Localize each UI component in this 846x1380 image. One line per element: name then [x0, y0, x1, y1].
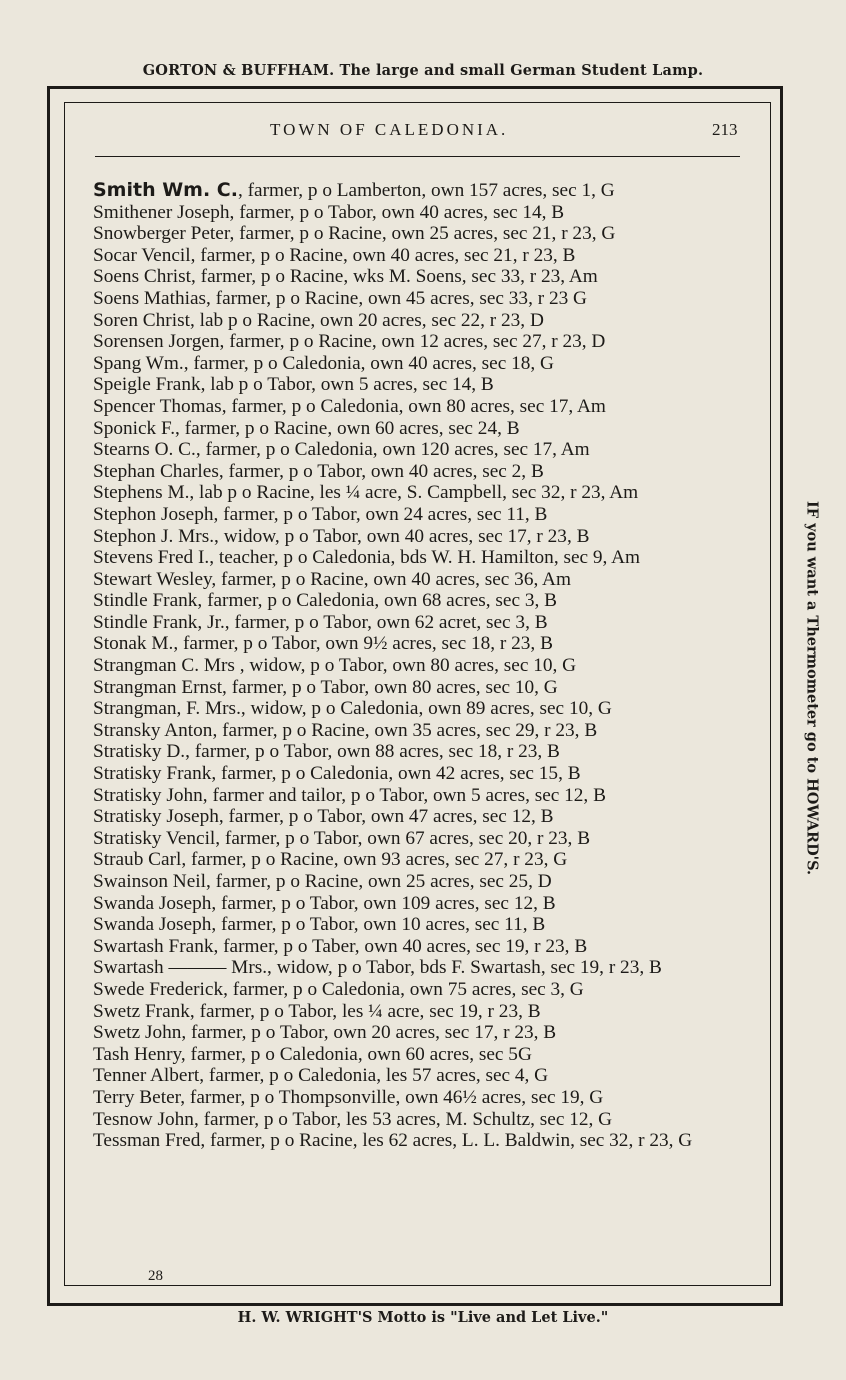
directory-entry: Swartash Frank, farmer, p o Taber, own 40 acres, sec 19, r 23, B — [93, 935, 588, 957]
top-advertisement: GORTON & BUFFHAM. The large and small German Student Lamp. — [142, 62, 704, 79]
directory-entry: Stindle Frank, Jr., farmer, p o Tabor, own 62 acret, sec 3, B — [93, 611, 548, 633]
directory-entry: Terry Beter, farmer, p o Thompsonville, own 46½ acres, sec 19, G — [93, 1086, 604, 1108]
header-divider — [95, 156, 740, 157]
directory-entry: Stratisky Frank, farmer, p o Caledonia, own 42 acres, sec 15, B — [93, 763, 581, 785]
directory-entry: Strangman C. Mrs , widow, p o Tabor, own 80 acres, sec 10, G — [93, 655, 577, 677]
directory-entry: Snowberger Peter, farmer, p o Racine, own 25 acres, sec 21, r 23, G — [93, 223, 616, 245]
directory-entry: Tash Henry, farmer, p o Caledonia, own 60 acres, sec 5G — [93, 1043, 532, 1065]
directory-entry: Stevens Fred I., teacher, p o Caledonia, bds W. H. Hamilton, sec 9, Am — [93, 547, 641, 569]
directory-entry: Swanda Joseph, farmer, p o Tabor, own 10 acres, sec 11, B — [93, 914, 546, 936]
directory-entry: Speigle Frank, lab p o Tabor, own 5 acres, sec 14, B — [93, 374, 494, 396]
directory-entry: Swetz Frank, farmer, p o Tabor, les ¼ acre, sec 19, r 23, B — [93, 1000, 541, 1022]
signature-mark: 28 — [148, 1268, 163, 1284]
directory-entry: Stearns O. C., farmer, p o Caledonia, own 120 acres, sec 17, Am — [93, 439, 590, 461]
directory-entry: Swartash ——— Mrs., widow, p o Tabor, bds F. Swartash, sec 19, r 23, B — [93, 957, 662, 979]
directory-entry: Stratisky Vencil, farmer, p o Tabor, own 67 acres, sec 20, r 23, B — [93, 827, 591, 849]
entry-lead-text: , farmer, p o Lamberton, own 157 acres, sec 1, G — [237, 180, 615, 201]
directory-entry: Stonak M., farmer, p o Tabor, own 9½ acres, sec 18, r 23, B — [93, 633, 553, 655]
directory-entry: Tesnow John, farmer, p o Tabor, les 53 acres, M. Schultz, sec 12, G — [93, 1108, 613, 1130]
directory-entry: Tessman Fred, farmer, p o Racine, les 62 acres, L. L. Baldwin, sec 32, r 23, G — [93, 1130, 693, 1152]
directory-entry: Swanda Joseph, farmer, p o Tabor, own 109 acres, sec 12, B — [93, 892, 556, 914]
directory-entry: Sponick F., farmer, p o Racine, own 60 acres, sec 24, B — [93, 417, 520, 439]
directory-entry: Spang Wm., farmer, p o Caledonia, own 40 acres, sec 18, G — [93, 352, 554, 374]
directory-entry: Stewart Wesley, farmer, p o Racine, own 40 acres, sec 36, Am — [93, 568, 571, 590]
directory-entry: Stransky Anton, farmer, p o Racine, own 35 acres, sec 29, r 23, B — [93, 719, 598, 741]
directory-entry: Soens Christ, farmer, p o Racine, wks M. Soens, sec 33, r 23, Am — [93, 266, 598, 288]
directory-entry: Spencer Thomas, farmer, p o Caledonia, own 80 acres, sec 17, Am — [93, 395, 606, 417]
directory-entry: Smithener Joseph, farmer, p o Tabor, own 40 acres, sec 14, B — [93, 201, 565, 223]
directory-entry: Strangman Ernst, farmer, p o Tabor, own 80 acres, sec 10, G — [93, 676, 558, 698]
directory-entry: Stephon Joseph, farmer, p o Tabor, own 24 acres, sec 11, B — [93, 503, 548, 525]
page-title: TOWN OF CALEDONIA. — [270, 120, 509, 139]
directory-entry: Sorensen Jorgen, farmer, p o Racine, own 12 acres, sec 27, r 23, D — [93, 331, 606, 353]
directory-entry: Swede Frederick, farmer, p o Caledonia, own 75 acres, sec 3, G — [93, 978, 584, 1000]
directory-entry: Stephens M., lab p o Racine, les ¼ acre, S. Campbell, sec 32, r 23, Am — [93, 482, 639, 504]
directory-entry: Stephon J. Mrs., widow, p o Tabor, own 40 acres, sec 17, r 23, B — [93, 525, 590, 547]
directory-entry: Stratisky Joseph, farmer, p o Tabor, own 47 acres, sec 12, B — [93, 806, 554, 828]
directory-entry: Tenner Albert, farmer, p o Caledonia, les 57 acres, sec 4, G — [93, 1065, 549, 1087]
directory-entry: Swetz John, farmer, p o Tabor, own 20 acres, sec 17, r 23, B — [93, 1022, 557, 1044]
directory-entry-first — [93, 180, 745, 202]
directory-entry: Swainson Neil, farmer, p o Racine, own 25 acres, sec 25, D — [93, 871, 552, 892]
entry-lead-name: Smith Wm. C. — [93, 179, 238, 201]
directory-entry: Stratisky John, farmer and tailor, p o Tabor, own 5 acres, sec 12, B — [93, 784, 606, 806]
directory-entry: Straub Carl, farmer, p o Racine, own 93 acres, sec 27, r 23, G — [93, 849, 568, 871]
bottom-advertisement: H. W. WRIGHT'S Motto is "Live and Let Live." — [237, 1309, 609, 1326]
directory-entry: Stindle Frank, farmer, p o Caledonia, own 68 acres, sec 3, B — [93, 590, 558, 612]
page-number: 213 — [712, 120, 738, 139]
directory-entry: Soren Christ, lab p o Racine, own 20 acres, sec 22, r 23, D — [93, 309, 544, 331]
directory-entry: Strangman, F. Mrs., widow, p o Caledonia, own 89 acres, sec 10, G — [93, 698, 612, 720]
side-advertisement — [790, 458, 834, 918]
directory-entry: Stratisky D., farmer, p o Tabor, own 88 acres, sec 18, r 23, B — [93, 741, 560, 763]
directory-entry: Stephan Charles, farmer, p o Tabor, own 40 acres, sec 2, B — [93, 460, 544, 482]
directory-entries — [93, 180, 745, 1152]
directory-entry: Soens Mathias, farmer, p o Racine, own 45 acres, sec 33, r 23 G — [93, 287, 587, 309]
directory-entry: Socar Vencil, farmer, p o Racine, own 40 acres, sec 21, r 23, B — [93, 244, 576, 266]
side-advertisement-text: IF you want a Thermometer go to HOWARD'S. — [803, 500, 821, 876]
